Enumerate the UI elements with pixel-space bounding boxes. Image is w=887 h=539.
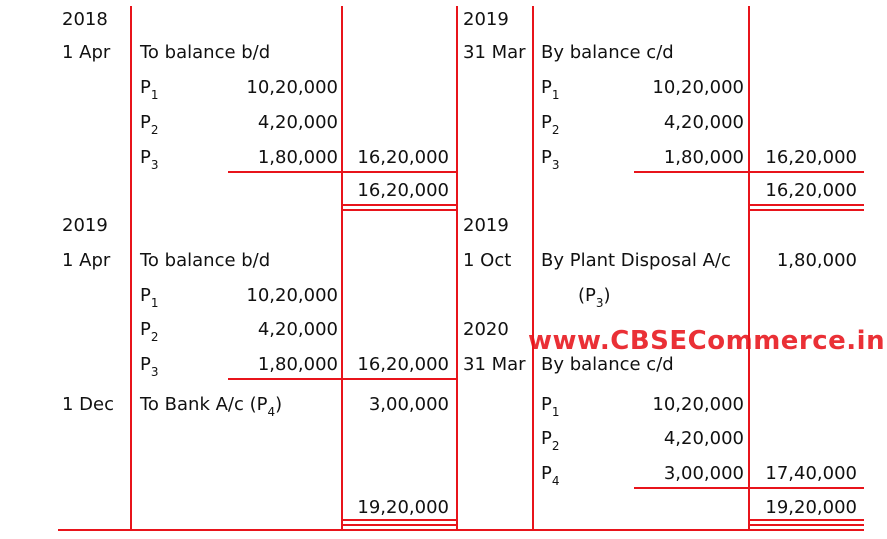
credit-date-rule (532, 6, 534, 530)
debit-to-balance-bd: To balance b/d (140, 42, 271, 63)
debit-p2-amount: 4,20,000 (257, 112, 338, 133)
debit-year-2019: 2019 (62, 215, 108, 236)
debit-total-double-rule-1a (341, 204, 456, 206)
debit-p2-label: $P_2$ (140, 112, 159, 137)
debit-total-double-rule-2b (341, 524, 456, 526)
credit-p1-amount: 10,20,000 (652, 77, 744, 98)
credit-plant-disposal-amount: 1,80,000 (776, 250, 857, 271)
debit-p1-amount: 10,20,000 (246, 77, 338, 98)
credit-p2-label-2: $P_2$ (541, 428, 560, 453)
credit-date-mar31-2: 31 Mar (463, 354, 526, 375)
debit-p1-label: $P_1$ (140, 77, 159, 102)
credit-subtotal-rule-1 (634, 171, 864, 173)
debit-to-balance-bd-2: To balance b/d (140, 250, 271, 271)
credit-p1-label: $P_1$ (541, 77, 560, 102)
debit-date-dec1: 1 Dec (62, 394, 115, 415)
debit-subtotal-2: 16,20,000 (357, 354, 449, 375)
credit-grand-total-1: 16,20,000 (765, 180, 857, 201)
credit-total-double-rule-2b (748, 524, 864, 526)
credit-subtotal-1: 16,20,000 (765, 147, 857, 168)
credit-year-2019-b: 2019 (463, 215, 509, 236)
credit-p3-amount: 1,80,000 (663, 147, 744, 168)
debit-grand-total-1: 16,20,000 (357, 180, 449, 201)
credit-p2-amount: 4,20,000 (663, 112, 744, 133)
credit-total-double-rule-1a (748, 204, 864, 206)
center-divider-rule (456, 6, 458, 530)
credit-by-balance-cd-2: By balance c/d (541, 354, 674, 375)
credit-total-double-rule-1b (748, 209, 864, 211)
credit-p1-label-2: $P_1$ (541, 394, 560, 419)
debit-date-apr1-2: 1 Apr (62, 250, 111, 271)
debit-subtotal-rule-1 (228, 171, 456, 173)
debit-p1-label-2: $P_1$ (140, 285, 159, 310)
bottom-rule (58, 529, 864, 531)
credit-total-double-rule-2a (748, 519, 864, 521)
credit-grand-total-2: 19,20,000 (765, 497, 857, 518)
credit-p4-amount: 3,00,000 (663, 463, 744, 484)
credit-p3-label: $P_3$ (541, 147, 560, 172)
credit-year-2020: 2020 (463, 319, 509, 340)
debit-p1-amount-2: 10,20,000 (246, 285, 338, 306)
credit-plant-disposal-ref: $(P_3)$ (578, 285, 611, 310)
debit-subtotal-1: 16,20,000 (357, 147, 449, 168)
debit-year-2018: 2018 (62, 9, 108, 30)
debit-p3-amount-2: 1,80,000 (257, 354, 338, 375)
credit-subtotal-2: 17,40,000 (765, 463, 857, 484)
credit-p4-label: $P_4$ (541, 463, 560, 488)
debit-p2-label-2: $P_2$ (140, 319, 159, 344)
debit-p3-label: $P_3$ (140, 147, 159, 172)
debit-bank-amount: 3,00,000 (368, 394, 449, 415)
watermark: www.CBSECommerce.in (528, 326, 886, 356)
credit-p2-amount-2: 4,20,000 (663, 428, 744, 449)
credit-amount-rule (748, 6, 750, 530)
debit-p3-amount: 1,80,000 (257, 147, 338, 168)
debit-subtotal-rule-2 (228, 378, 456, 380)
credit-p1-amount-2: 10,20,000 (652, 394, 744, 415)
debit-total-double-rule-1b (341, 209, 456, 211)
debit-amount-rule (341, 6, 343, 530)
debit-grand-total-2: 19,20,000 (357, 497, 449, 518)
debit-p3-label-2: $P_3$ (140, 354, 159, 379)
credit-date-oct1: 1 Oct (463, 250, 512, 271)
credit-by-balance-cd: By balance c/d (541, 42, 674, 63)
credit-year-2019: 2019 (463, 9, 509, 30)
debit-date-apr1: 1 Apr (62, 42, 111, 63)
debit-date-rule (130, 6, 132, 530)
debit-p2-amount-2: 4,20,000 (257, 319, 338, 340)
debit-total-double-rule-2a (341, 519, 456, 521)
credit-p2-label: $P_2$ (541, 112, 560, 137)
credit-by-plant-disposal: By Plant Disposal A/c (541, 250, 731, 271)
debit-to-bank: To Bank A/c $(P_4)$ (140, 394, 283, 419)
credit-date-mar31: 31 Mar (463, 42, 526, 63)
credit-subtotal-rule-2 (634, 487, 864, 489)
